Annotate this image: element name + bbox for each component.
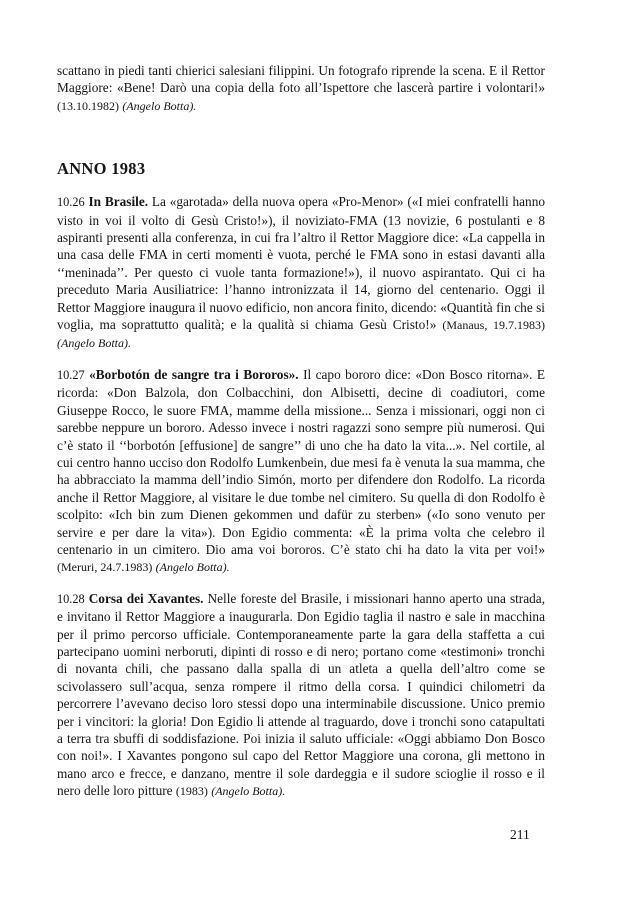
entry-number: 10.27 (57, 367, 85, 382)
entry-text: La «garotada» della nuova opera «Pro-Menor» («I miei confratelli hanno visto in voi il volto di Gesù Cristo!»), il noviziato-FMA (13 novizie, 6 postulanti e 8 aspiranti presenti alla conferenza, in cui fra l’altro il Rettor Maggiore dice: «La cappella in una casa delle FMA in certi momenti è vuota, perché le FMA sono in estasi davanti alla ‘‘meninada’’. Per questo ci vuole tanta formazione!»), il nuovo aspirantato. Qui ci ha preceduto Maria Ausiliatrice: l’hanno intronizzata il 14, giorno del centenario. Oggi il Rettor Maggiore inaugura il nuovo edificio, non ancora finito, dicendo: «Quantità fin che si voglia, ma soprattutto qualità; e la qualità si chiama Gesù Cristo!» (57, 194, 546, 333)
entry-citation: (Manaus, 19.7.1983) (442, 318, 546, 333)
intro-text: scattano in piedi tanti chierici salesiani filippini. Un fotografo riprende la scena. E il Rettor Maggiore: «Bene! Darò una copia della foto all’Ispettore che lascerà partire i volontari!» (57, 63, 545, 96)
intro-paragraph (57, 62, 545, 115)
entry-author: (Angelo Botta). (155, 560, 230, 575)
entry-citation: (Meruri, 24.7.1983) (57, 560, 153, 575)
entry-text: Il capo bororo dice: «Don Bosco ritorna». E ricorda: «Don Balzola, don Colbacchini, don Albisetti, decine di coadiutori, come Giuseppe Rocco, le suore FMA, mamme della missione... Senza i missionari, oggi non ci sarebbe neppure un bororo. Adesso invece i nostri ragazzi sono sempre più numerosi. Qui c’è stato il ‘‘borbotón [effusione] de sangre’’ di uno che ha dato la vita...». Nel cortile, al cui centro hanno ucciso don Rodolfo Lumkenbein, due mesi fa è venuta la sua mamma, che ha abbracciato la mamma dell’indio Simón, morto per difendere don Rodolfo. La ricorda anche il Rettor Maggiore, al visitare le due tombe nel cimitero. Su quella di don Rodolfo è scolpito: «Ich bin zum Dienen gekommen und dafür zu sterben» («Io sono venuto per servire e per dare la vita»). Don Egidio commenta: «È la prima volta che celebro il centenario in un cimitero. Dio ama voi bororos. C’è stato chi ha dato la vita per voi!» (57, 366, 546, 557)
page-body (57, 62, 545, 814)
entry-title: In Brasile. (88, 194, 149, 210)
entry-number: 10.28 (57, 591, 85, 606)
entry-author: (Angelo Botta). (211, 784, 286, 799)
intro-author: (Angelo Botta). (122, 98, 197, 113)
entry-10-27 (57, 366, 545, 577)
entry-title: «Borbotón de sangre tra i Bororos». (89, 366, 299, 382)
entry-author: (Angelo Botta). (57, 336, 131, 351)
entry-10-28 (57, 590, 545, 801)
page-number: 211 (510, 827, 530, 842)
year-heading: ANNO 1983 (57, 159, 146, 179)
entry-number: 10.26 (57, 195, 85, 210)
intro-citation: (13.10.1982) (57, 98, 119, 113)
entry-10-26 (57, 193, 545, 353)
entry-citation: (1983) (175, 784, 208, 799)
entry-title: Corsa dei Xavantes. (88, 590, 204, 606)
entry-text: Nelle foreste del Brasile, i missionari hanno aperto una strada, e invitano il Rettor Maggiore a inaugurarla. Don Egidio taglia il nastro e sale in macchina per il primo percorso ufficiale. Contemporaneamente parte la gara della staffetta a cui partecipano uomini nerboruti, dipinti di rosso e di nero; portano come «testimoni» tronchi di novanta chili, che passano dalla spalla di un atleta a quella dell’altro come se scivolassero sull’acqua, senza rompere il ritmo della corsa. I quindici chilometri da percorrere l’avevano deciso loro stessi dopo una interminabile discussione. Unico premio per i vincitori: la gloria! Don Egidio li attende al traguardo, dove i tronchi sono catapultati a terra tra sbuffi di soddisfazione. Poi inizia il saluto ufficiale: «Oggi abbiamo Don Bosco con noi!». I Xavantes pongono sul capo del Rettor Maggiore una corona, gli mettono in mano arco e frecce, e danzano, mentre il sole dardeggia e il sudore scioglie il rosso e il nero delle loro pitture (57, 590, 546, 799)
